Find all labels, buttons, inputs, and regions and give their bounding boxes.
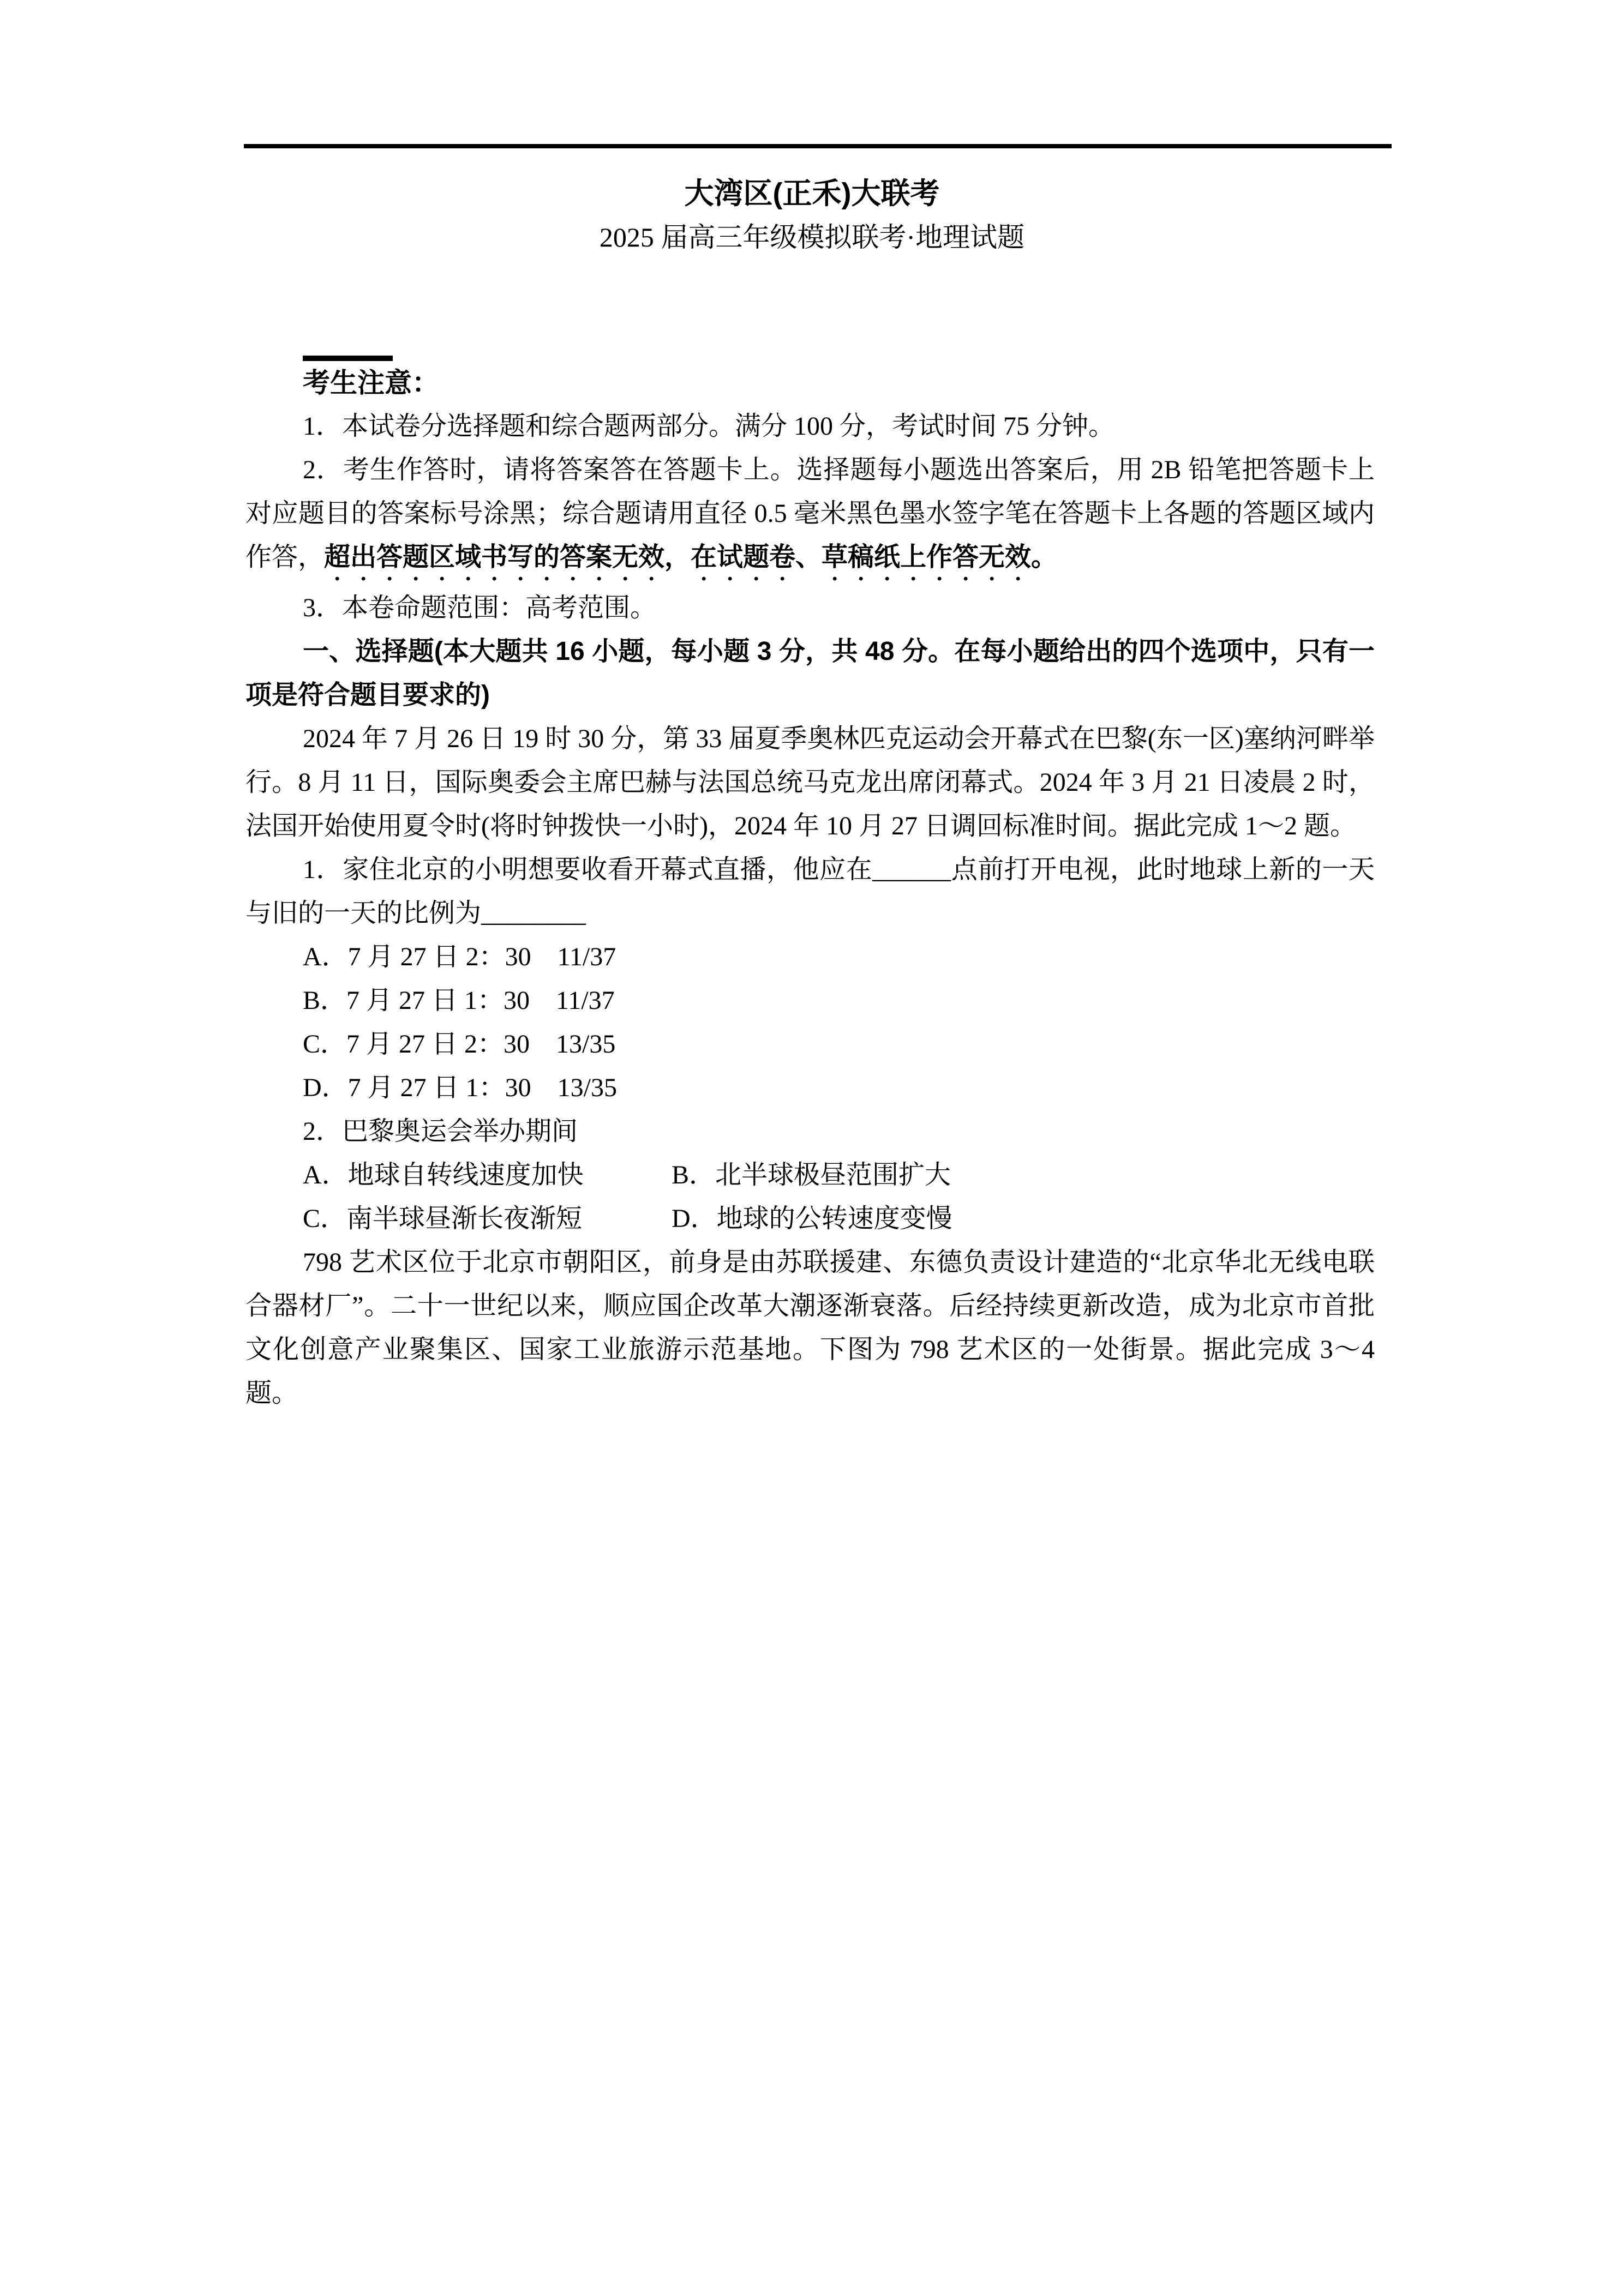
notice-item-3: 3．本卷命题范围：高考范围。 xyxy=(303,593,657,622)
notice-heading: 考生注意： xyxy=(303,368,439,398)
exam-title: 大湾区(正禾)大联考 xyxy=(684,177,940,210)
notice-marker-line xyxy=(303,356,393,361)
question-2-option-a: A．地球自转线速度加快 xyxy=(303,1161,584,1189)
section-1-heading: 一、选择题(本大题共 16 小题，每小题 3 分，共 48 分。在每小题给出的四个选项中，只有一项是符合题目要求的) xyxy=(245,637,1375,710)
question-1-option-d: D．7 月 27 日 1：30 13/35 xyxy=(303,1073,618,1102)
exam-subtitle: 2025 届高三年级模拟联考·地理试题 xyxy=(599,222,1025,253)
question-2-option-c: C．南半球昼渐长夜渐短 xyxy=(303,1204,583,1233)
question-1-option-c: C．7 月 27 日 2：30 13/35 xyxy=(303,1030,616,1059)
passage-1: 2024 年 7 月 26 日 19 时 30 分，第 33 届夏季奥林匹克运动会开幕式在巴黎(东一区)塞纳河畔举行。8 月 11 日，国际奥委会主席巴赫与法国总统马克龙出席闭幕式。2024 年 3 月 21 日凌晨 2 时，法国开始使用夏令时(将时钟拨快一小时)，2024 年 10 月 27 日调回标准时间。据此完成 1～2 题。 xyxy=(245,724,1375,840)
notice-item-2-text: 2．考生作答时，请将答案答在答题卡上。选择题每小题选出答案后，用 2B 铅笔把答题卡上对应题目的答案标号涂黑；综合题请用直径 0.5 毫米黑色墨水签字笔在答题卡上各题的答题区域内作答， xyxy=(245,455,1375,572)
header-titles xyxy=(0,172,1624,259)
question-1-stem: 1．家住北京的小明想要收看开幕式直播，他应在______点前打开电视，此时地球上新的一天与旧的一天的比例为________ xyxy=(245,855,1375,928)
page-content xyxy=(245,344,1375,1415)
question-2-stem: 2．巴黎奥运会举办期间 xyxy=(303,1117,578,1146)
notice-item-1: 1．本试卷分选择题和综合题两部分。满分 100 分，考试时间 75 分钟。 xyxy=(303,412,1115,441)
header-rule xyxy=(244,144,1392,148)
passage-2: 798 艺术区位于北京市朝阳区，前身是由苏联援建、东德负责设计建造的“北京华北无线电联合器材厂”。二十一世纪以来，顺应国企改革大潮逐渐衰落。后经持续更新改造，成为北京市首批文化创意产业聚集区、国家工业旅游示范基地。下图为 798 艺术区的一处街景。据此完成 3～4 题。 xyxy=(245,1248,1375,1408)
question-2-options-row-1 xyxy=(303,1153,1375,1197)
question-2-option-b: B．北半球极昼范围扩大 xyxy=(672,1161,951,1189)
notice-item-2-emphasis: 超出答题区域书写的答案无效，在试题卷、草稿纸上作答无效。 xyxy=(324,543,1058,572)
question-1-option-b: B．7 月 27 日 1：30 11/37 xyxy=(303,986,615,1015)
notice-item-2 xyxy=(245,448,1375,586)
question-1-option-a: A．7 月 27 日 2：30 11/37 xyxy=(303,942,616,971)
question-2-option-d: D．地球的公转速度变慢 xyxy=(672,1204,952,1233)
question-2-options-row-2 xyxy=(303,1197,1375,1241)
